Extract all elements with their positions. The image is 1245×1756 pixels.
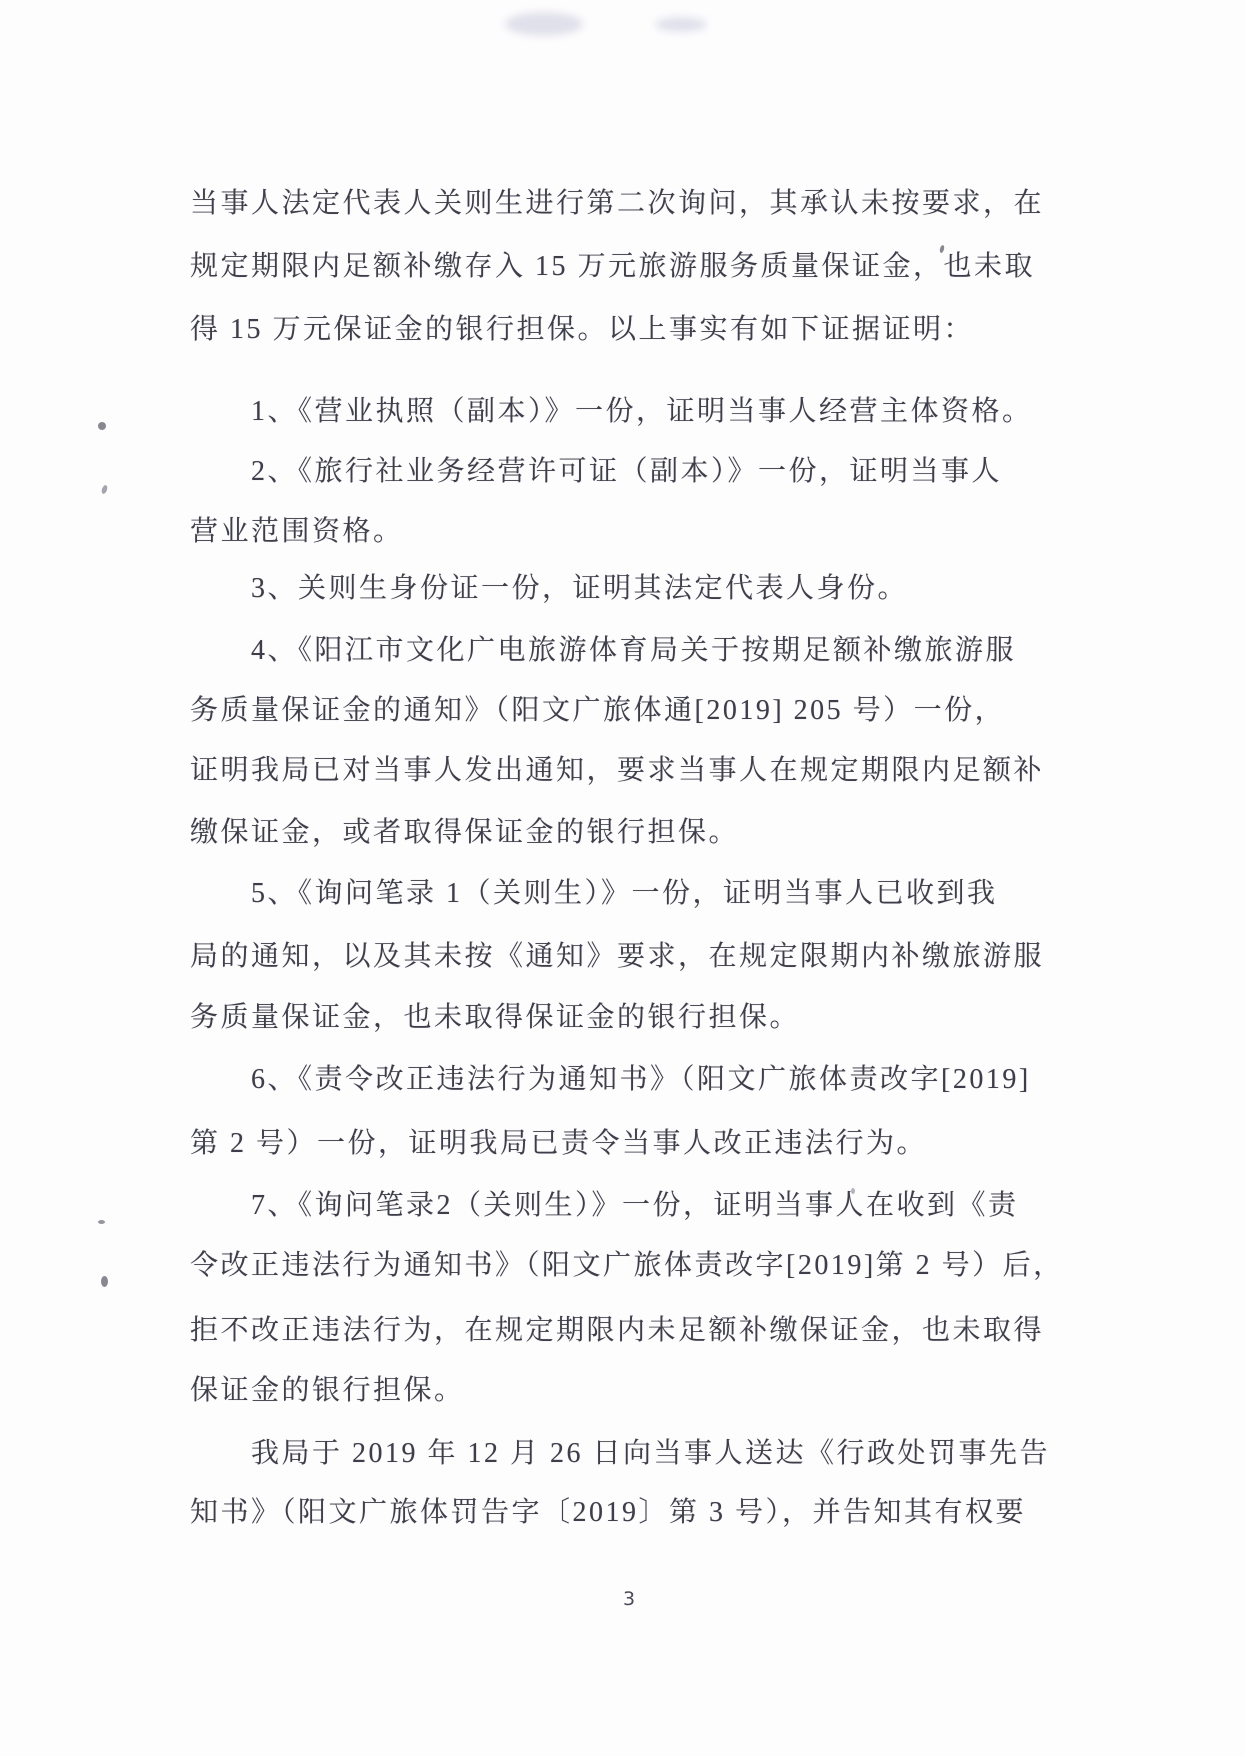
text-line: 规定期限内足额补缴存入 15 万元旅游服务质量保证金，也未取	[190, 251, 1036, 282]
page-number: 3	[622, 1588, 636, 1610]
text-line: 1、《营业执照（副本）》一份，证明当事人经营主体资格。	[251, 396, 1033, 427]
scan-artifact	[505, 12, 583, 36]
text-line: 4、《阳江市文化广电旅游体育局关于按期足额补缴旅游服	[251, 635, 1017, 666]
text-line: 营业范围资格。	[190, 516, 404, 547]
text-line: 保证金的银行担保。	[190, 1375, 465, 1406]
text-line: 6、《责令改正违法行为通知书》（阳文广旅体责改字[2019]	[251, 1064, 1031, 1095]
text-line: 令改正违法行为通知书》（阳文广旅体责改字[2019]第 2 号）后，	[190, 1250, 1064, 1281]
text-line: 2、《旅行社业务经营许可证（副本）》一份，证明当事人	[251, 456, 1003, 487]
text-line: 得 15 万元保证金的银行担保。以上事实有如下证据证明：	[190, 314, 975, 345]
text-line: 第 2 号）一份，证明我局已责令当事人改正违法行为。	[190, 1128, 928, 1159]
text-line: 知书》（阳文广旅体罚告字〔2019〕第 3 号），并告知其有权要	[190, 1497, 1027, 1528]
text-line: 7、《询问笔录2（关则生）》一份，证明当事人在收到《责	[251, 1190, 1019, 1221]
text-line: 证明我局已对当事人发出通知，要求当事人在规定期限内足额补	[190, 755, 1045, 786]
text-line: 局的通知，以及其未按《通知》要求，在规定限期内补缴旅游服	[190, 941, 1045, 972]
text-line: 我局于 2019 年 12 月 26 日向当事人送达《行政处罚事先告	[251, 1438, 1051, 1469]
text-line: 拒不改正违法行为，在规定期限内未足额补缴保证金，也未取得	[190, 1315, 1045, 1346]
text-line: 5、《询问笔录 1（关则生）》一份，证明当事人已收到我	[251, 878, 998, 909]
scan-artifact	[98, 1220, 105, 1224]
scan-artifact	[98, 422, 106, 430]
scan-artifact	[101, 1276, 108, 1287]
scan-artifact	[101, 484, 109, 494]
scan-artifact	[655, 17, 707, 32]
text-line: 务质量保证金，也未取得保证金的银行担保。	[190, 1002, 801, 1033]
text-line: 3、关则生身份证一份，证明其法定代表人身份。	[251, 573, 909, 604]
text-line: 务质量保证金的通知》（阳文广旅体通[2019] 205 号）一份，	[190, 695, 1006, 726]
text-line: 缴保证金，或者取得保证金的银行担保。	[190, 817, 740, 848]
text-line: 当事人法定代表人关则生进行第二次询问，其承认未按要求，在	[190, 188, 1045, 219]
